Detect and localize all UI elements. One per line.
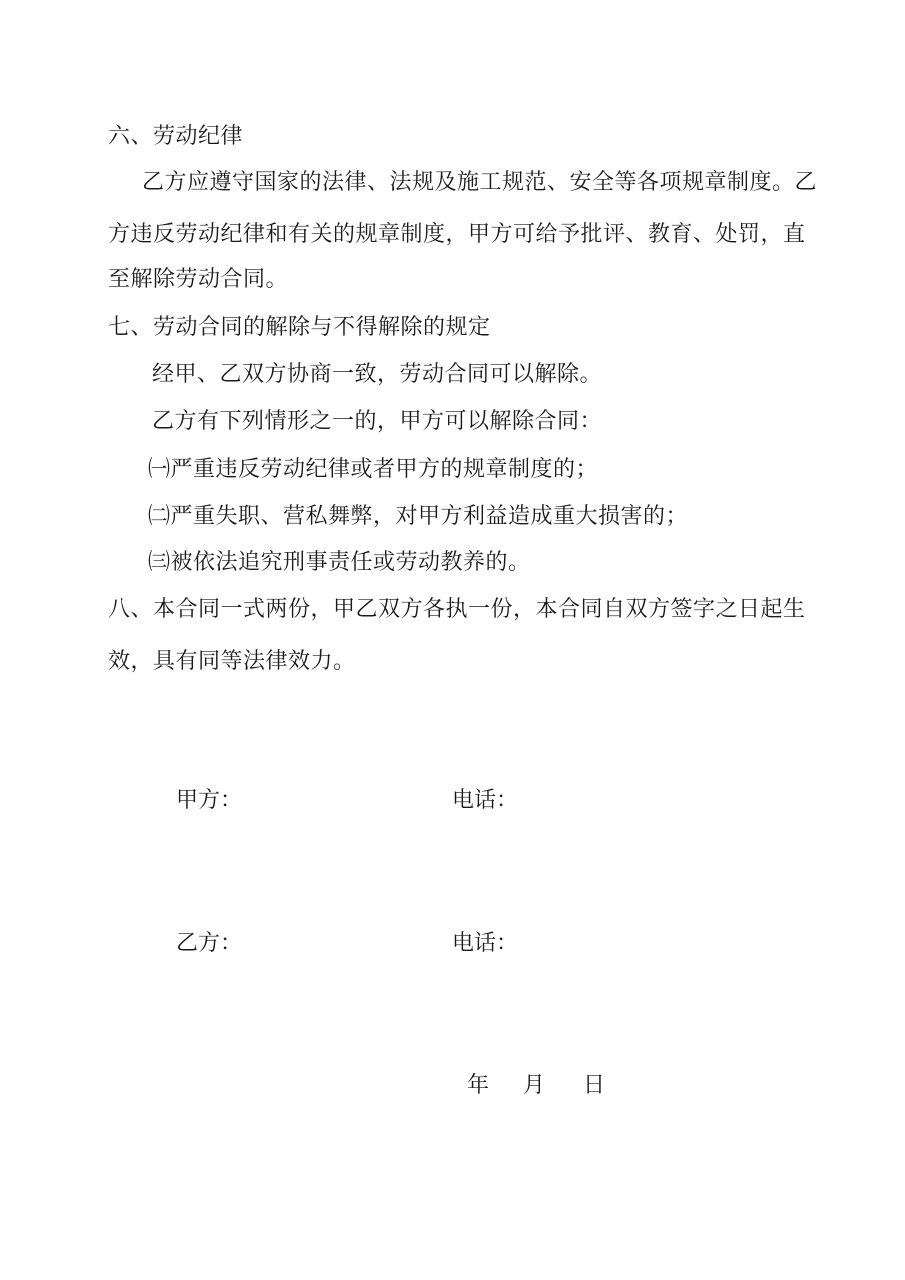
section-7-item-3: ㈢被依法追究刑事责任或劳动教养的。 xyxy=(148,550,531,575)
party-b-label: 乙方： xyxy=(176,931,243,956)
date-day: 日 xyxy=(583,1073,606,1098)
party-a-phone-label: 电话： xyxy=(452,788,519,813)
section-6-para-line-2: 方违反劳动纪律和有关的规章制度，甲方可给予批评、教育、处罚，直 xyxy=(108,222,806,247)
section-6-para-line-1: 乙方应遵守国家的法律、法规及施工规范、安全等各项规章制度。乙 xyxy=(142,170,818,195)
section-8-line-1: 八、本合同一式两份，甲乙双方各执一份，本合同自双方签字之日起生 xyxy=(108,597,806,622)
section-7-heading: 七、劳动合同的解除与不得解除的规定 xyxy=(108,315,491,340)
section-6-heading: 六、劳动纪律 xyxy=(108,124,244,149)
party-b-phone-label: 电话： xyxy=(452,931,519,956)
section-7-para-2: 乙方有下列情形之一的，甲方可以解除合同： xyxy=(152,409,603,434)
date-year: 年 xyxy=(467,1073,490,1098)
section-7-item-1: ㈠严重违反劳动纪律或者甲方的规章制度的； xyxy=(148,457,599,482)
section-6-para-line-3: 至解除劳动合同。 xyxy=(108,267,289,292)
section-7-item-2: ㈡严重失职、营私舞弊，对甲方利益造成重大损害的； xyxy=(148,504,689,529)
section-8-line-2: 效，具有同等法律效力。 xyxy=(108,649,356,674)
party-a-label: 甲方： xyxy=(176,788,243,813)
section-7-para-1: 经甲、乙双方协商一致，劳动合同可以解除。 xyxy=(152,362,603,387)
date-month: 月 xyxy=(523,1073,546,1098)
